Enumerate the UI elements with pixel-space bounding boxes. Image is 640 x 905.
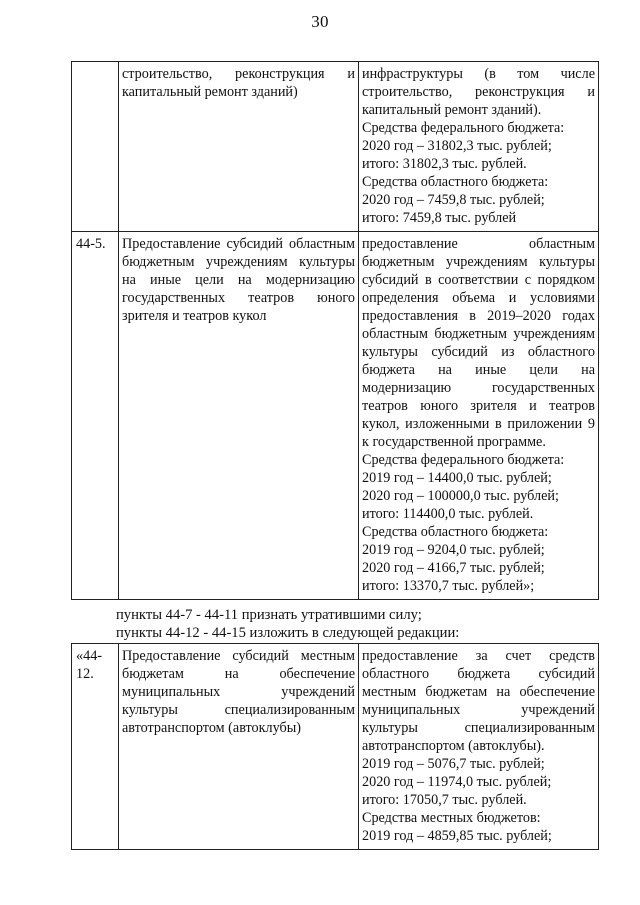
budget-line: 2019 год – 5076,7 тыс. рублей;: [362, 756, 545, 772]
budget-line: 2020 год – 100000,0 тыс. рублей;: [362, 488, 559, 504]
budget-line: 2020 год – 31802,3 тыс. рублей;: [362, 138, 552, 154]
budget-line: Средства федерального бюджета:: [362, 120, 565, 136]
instruction-text: пункты 44-7 - 44-11 признать утратившими силу;: [116, 607, 422, 623]
measure-name-cell: [119, 232, 359, 600]
table-row: [72, 644, 599, 850]
budget-line: итого: 7459,8 тыс. рублей: [362, 210, 517, 226]
page-number: 30: [311, 12, 329, 31]
budget-line: итого: 13370,7 тыс. рублей»;: [362, 578, 535, 594]
budget-line: итого: 17050,7 тыс. рублей.: [362, 792, 527, 808]
budget-line: 2020 год – 7459,8 тыс. рублей;: [362, 192, 545, 208]
measure-description-cell: [359, 232, 599, 600]
budget-line: Средства федерального бюджета:: [362, 452, 565, 468]
row-number-cell: [72, 62, 119, 232]
budget-line: Средства местных бюджетов:: [362, 810, 541, 826]
measure-name-cell: [119, 62, 359, 232]
description-paragraph: инфраструктуры (в том числе строительство, реконструкция и капитальный ремонт зданий).: [362, 66, 595, 118]
program-table-continuation: [71, 61, 599, 600]
budget-line: Средства областного бюджета:: [362, 524, 549, 540]
measure-name: Предоставление субсидий областным бюджетным учреждениям культуры на иные цели на модернизацию государственных театров юного зрителя и театров кукол: [122, 236, 355, 324]
instruction-text: пункты 44-12 - 44-15 изложить в следующей редакции:: [116, 625, 460, 641]
budget-line: итого: 114400,0 тыс. рублей.: [362, 506, 534, 522]
budget-line: 2019 год – 4859,85 тыс. рублей;: [362, 828, 552, 844]
table-row: [72, 232, 599, 600]
budget-line: 2020 год – 4166,7 тыс. рублей;: [362, 560, 545, 576]
program-table-new-items: [71, 643, 599, 850]
row-number-cell: 44-5.: [72, 232, 119, 600]
measure-name-cell: [119, 644, 359, 850]
description-paragraph: предоставление за счет средств областного бюджета субсидий местным бюджетам на обеспечение муниципальных учреждений культуры специализированным автотранспортом (автоклубы).: [362, 648, 595, 754]
budget-line: итого: 31802,3 тыс. рублей.: [362, 156, 527, 172]
budget-line: 2019 год – 14400,0 тыс. рублей;: [362, 470, 552, 486]
measure-description-cell: [359, 644, 599, 850]
budget-line: 2020 год – 11974,0 тыс. рублей;: [362, 774, 552, 790]
description-paragraph: предоставление областным бюджетным учреждениям культуры субсидий в соответствии с порядком определения объема и условиями предоставления в 2019–2020 годах областным бюджетным учреждениям культуры субсидий из областного бюджета на иные цели на модернизацию государственных театров юного зрителя и театров кукол, изложенными в приложении 9 к государственной программе.: [362, 236, 595, 450]
measure-name: строительство, реконструкция и капитальный ремонт зданий): [122, 66, 355, 100]
row-number-cell: «44-12.: [72, 644, 119, 850]
table-row: [72, 62, 599, 232]
budget-line: Средства областного бюджета:: [362, 174, 549, 190]
measure-description-cell: [359, 62, 599, 232]
budget-line: 2019 год – 9204,0 тыс. рублей;: [362, 542, 545, 558]
measure-name: Предоставление субсидий местным бюджетам на обеспечение муниципальных учреждений культуры специализированным автотранспортом (автоклубы): [122, 648, 355, 736]
